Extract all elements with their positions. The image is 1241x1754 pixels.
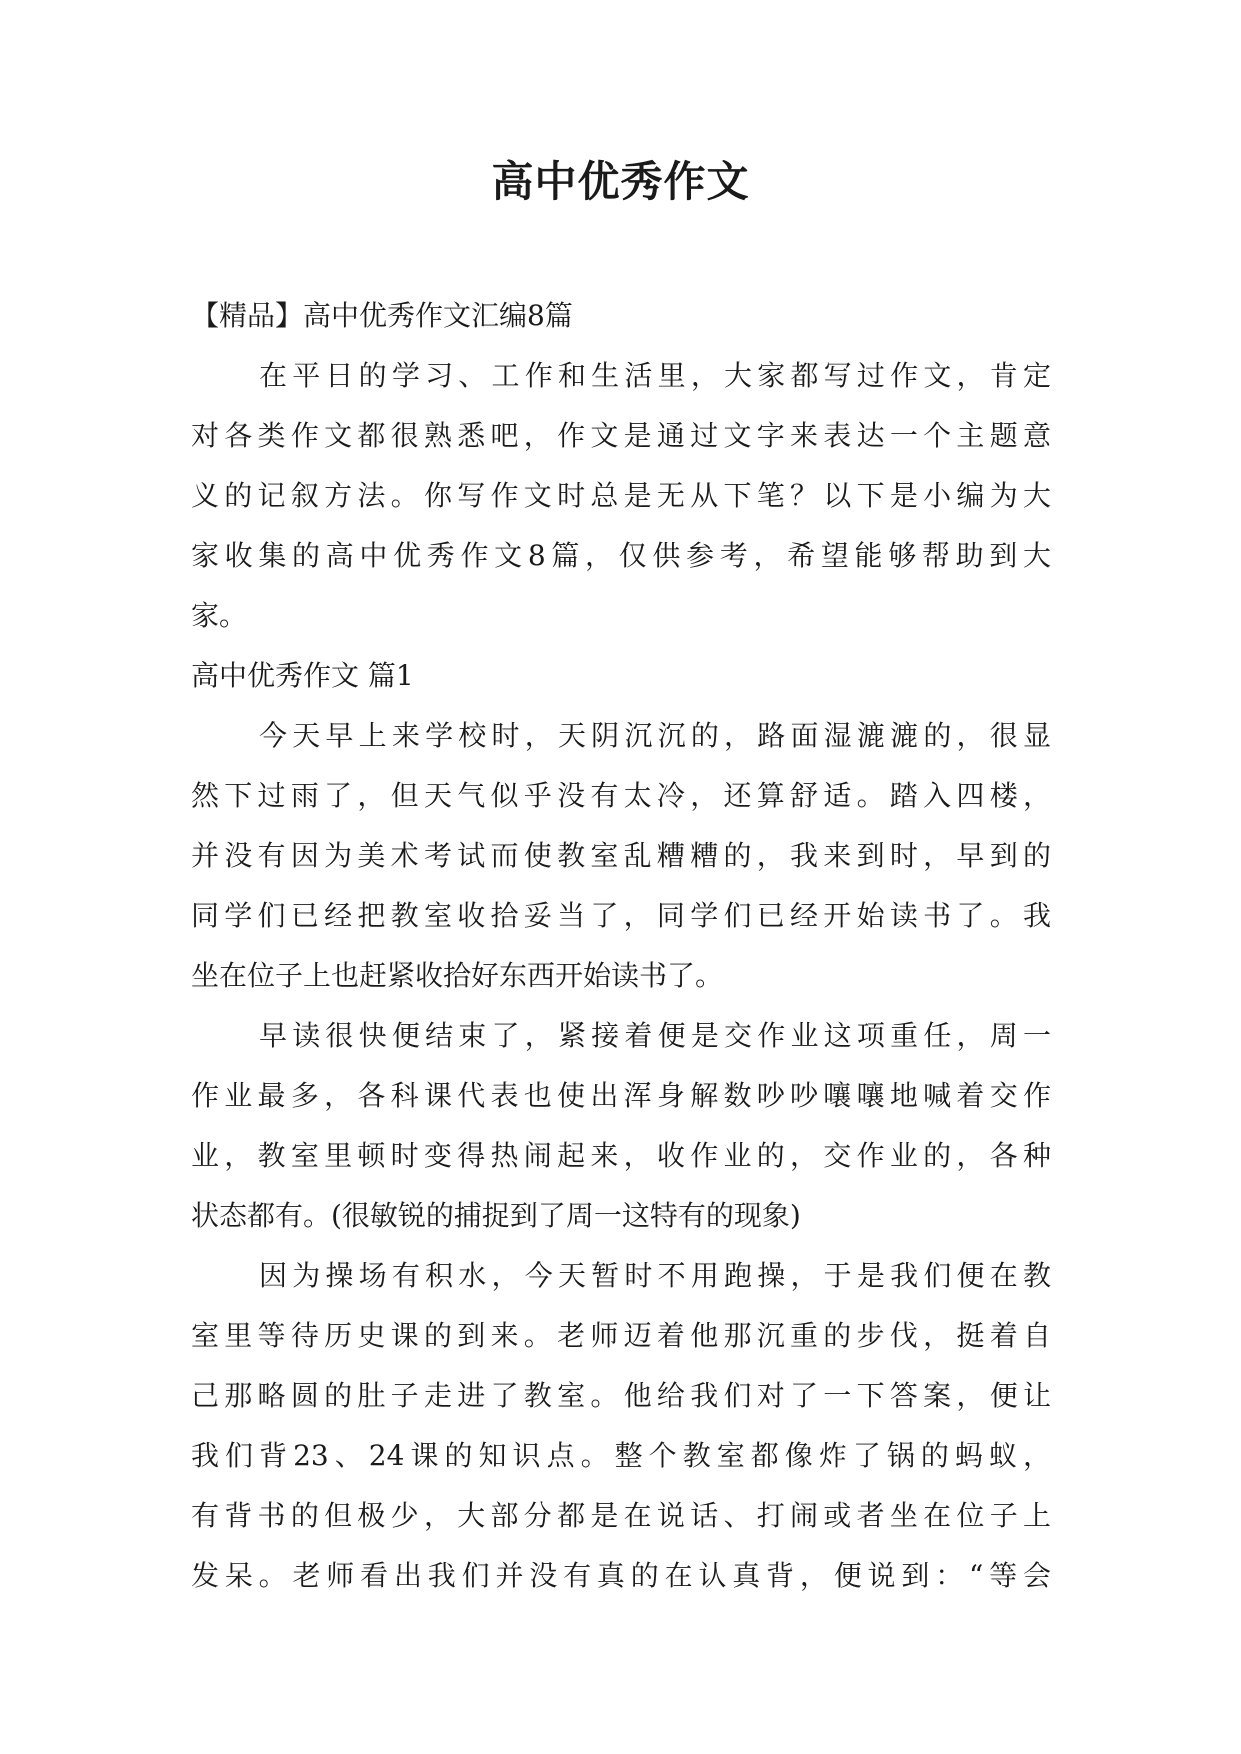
text-line: 有背书的但极少，大部分都是在说话、打闹或者坐在位子上 <box>191 1499 1051 1532</box>
text-line: 同学们已经把教室收拾妥当了，同学们已经开始读书了。我 <box>191 899 1051 932</box>
section-heading: 高中优秀作文 篇1 <box>191 659 414 692</box>
text-line: 并没有因为美术考试而使教室乱糟糟的，我来到时，早到的 <box>191 839 1051 872</box>
text-line: 义的记叙方法。你写作文时总是无从下笔？以下是小编为大 <box>191 479 1051 512</box>
text-line: 坐在位子上也赶紧收拾好东西开始读书了。 <box>191 959 724 992</box>
text-line: 业，教室里顿时变得热闹起来，收作业的，交作业的，各种 <box>191 1139 1051 1172</box>
text-line: 在平日的学习、工作和生活里，大家都写过作文，肯定 <box>259 359 1051 392</box>
document-body <box>191 286 1051 1606</box>
text-line: 今天早上来学校时，天阴沉沉的，路面湿漉漉的，很显 <box>259 719 1051 752</box>
text-line: 对各类作文都很熟悉吧，作文是通过文字来表达一个主题意 <box>191 419 1051 452</box>
document-title: 高中优秀作文 <box>491 157 750 206</box>
text-line: 己那略圆的肚子走进了教室。他给我们对了一下答案，便让 <box>191 1379 1051 1412</box>
text-line: 因为操场有积水，今天暂时不用跑操，于是我们便在教 <box>259 1259 1051 1292</box>
text-line: 状态都有。(很敏锐的捕捉到了周一这特有的现象) <box>191 1199 801 1232</box>
text-line: 然下过雨了，但天气似乎没有太冷，还算舒适。踏入四楼， <box>191 779 1051 812</box>
text-line: 作业最多，各科课代表也使出浑身解数吵吵嚷嚷地喊着交作 <box>191 1079 1051 1112</box>
text-line: 室里等待历史课的到来。老师迈着他那沉重的步伐，挺着自 <box>191 1319 1051 1352</box>
text-line: 我们背23、24课的知识点。整个教室都像炸了锅的蚂蚁， <box>191 1439 1051 1472</box>
text-line: 家收集的高中优秀作文8篇，仅供参考，希望能够帮助到大 <box>191 539 1051 572</box>
text-line: 【精品】高中优秀作文汇编8篇 <box>191 299 573 332</box>
text-line: 早读很快便结束了，紧接着便是交作业这项重任，周一 <box>259 1019 1051 1052</box>
text-line: 家。 <box>191 599 248 632</box>
text-line: 发呆。老师看出我们并没有真的在认真背，便说到：“等会 <box>191 1559 1051 1592</box>
